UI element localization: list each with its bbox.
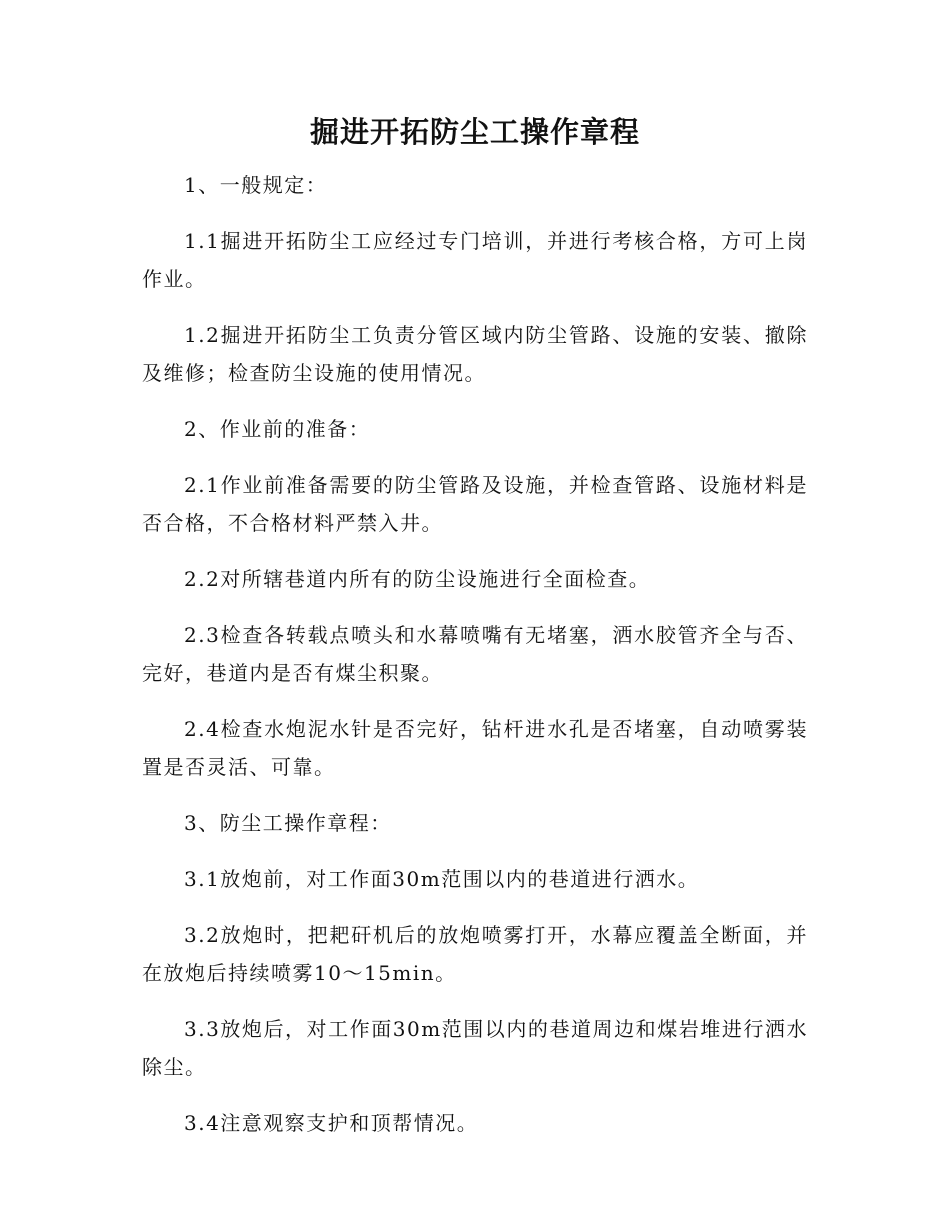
document-body [142,166,808,1160]
paragraph-1-1: 1.1掘进开拓防尘工应经过专门培训，并进行考核合格，方可上岗作业。 [142,229,808,291]
paragraph-3-3: 3.3放炮后，对工作面30m范围以内的巷道周边和煤岩堆进行洒水除尘。 [142,1017,808,1079]
paragraph-2-4: 2.4检查水炮泥水针是否完好，钻杆进水孔是否堵塞，自动喷雾装置是否灵活、可靠。 [142,717,808,779]
paragraph-3-1: 3.1放炮前，对工作面30m范围以内的巷道进行洒水。 [184,867,700,891]
paragraph-general-rules-heading: 1、一般规定： [184,173,328,197]
paragraph-2-1: 2.1作业前准备需要的防尘管路及设施，并检查管路、设施材料是否合格，不合格材料严禁入井。 [142,473,808,535]
paragraph-2-2: 2.2对所辖巷道内所有的防尘设施进行全面检查。 [184,567,651,591]
paragraph-1-2: 1.2掘进开拓防尘工负责分管区域内防尘管路、设施的安装、撤除及维修；检查防尘设施的使用情况。 [142,323,808,385]
paragraph-operation-heading: 3、防尘工操作章程： [184,811,392,835]
paragraph-3-4: 3.4注意观察支护和顶帮情况。 [184,1111,479,1135]
paragraph-2-3: 2.3检查各转载点喷头和水幕喷嘴有无堵塞，洒水胶管齐全与否、完好，巷道内是否有煤尘积聚。 [142,623,808,685]
paragraph-preparation-heading: 2、作业前的准备： [184,417,371,441]
paragraph-3-2: 3.2放炮时，把耙矸机后的放炮喷雾打开，水幕应覆盖全断面，并在放炮后持续喷雾10～15min。 [142,923,808,985]
document-title: 掘进开拓防尘工操作章程 [309,115,640,149]
